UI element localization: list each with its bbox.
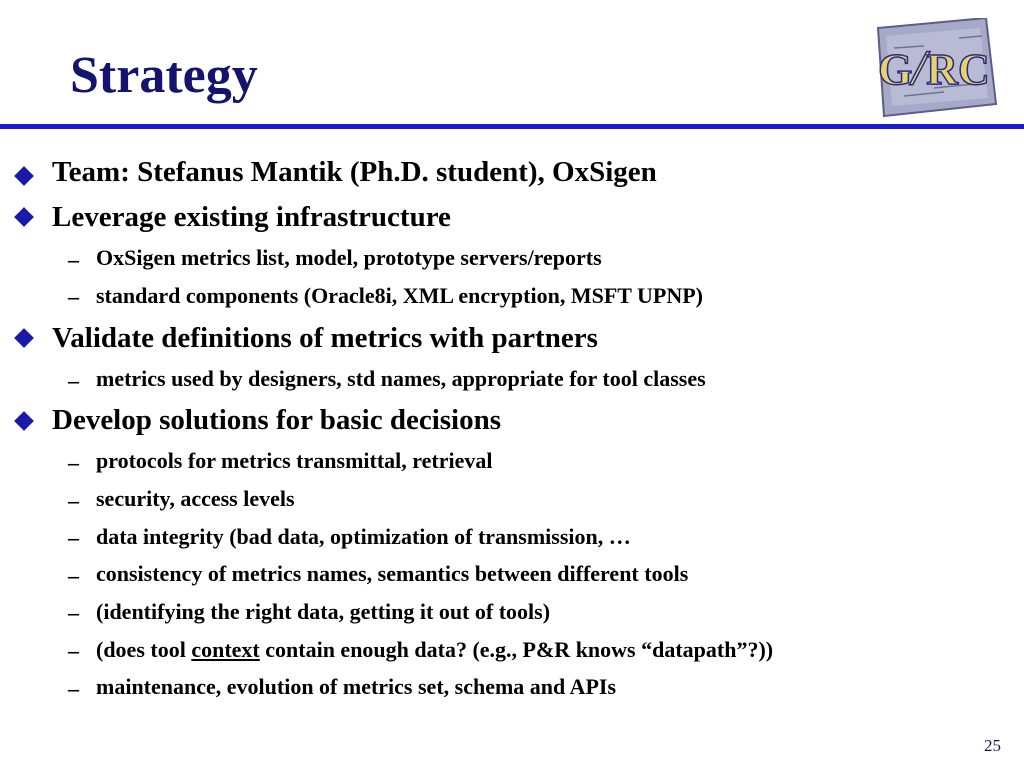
- diamond-bullet-icon: [14, 166, 34, 186]
- bullet-team: Team: Stefanus Mantik (Ph.D. student), OxSigen: [52, 156, 657, 188]
- sub-item-text: (does tool: [96, 637, 192, 662]
- sub-item-data-integrity: data integrity (bad data, optimization of transmission, …: [96, 524, 631, 549]
- dash-marker: –: [68, 488, 79, 513]
- dash-marker: –: [68, 450, 79, 475]
- sub-item-protocols: protocols for metrics transmittal, retrieval: [96, 448, 493, 473]
- logo-lettering: G/RC: [878, 39, 990, 95]
- sub-item-text: contain enough data? (e.g., P&R knows “datapath”?)): [259, 637, 774, 662]
- sub-item-maintenance: maintenance, evolution of metrics set, schema and APIs: [96, 674, 617, 699]
- sub-item-standard-components: standard components (Oracle8i, XML encryption, MSFT UPNP): [96, 283, 704, 308]
- title-rule: [0, 124, 1024, 129]
- sub-item-security: security, access levels: [96, 486, 295, 511]
- diamond-bullet-icon: [14, 207, 34, 227]
- dash-marker: –: [68, 563, 79, 588]
- sub-item-oxsigen: OxSigen metrics list, model, prototype servers/reports: [96, 245, 602, 270]
- slide-title: Strategy: [70, 47, 258, 104]
- sub-item-tool-context: [96, 639, 773, 661]
- diamond-bullet-icon: [14, 328, 34, 348]
- bullet-develop: Develop solutions for basic decisions: [52, 404, 502, 436]
- dash-marker: –: [68, 284, 79, 309]
- page-number: 25: [984, 736, 1001, 755]
- dash-marker: –: [68, 247, 79, 272]
- dash-marker: –: [68, 525, 79, 550]
- dash-marker: –: [68, 600, 79, 625]
- gsrc-logo: [864, 18, 1004, 118]
- sub-item-metrics-used: metrics used by designers, std names, appropriate for tool classes: [96, 366, 706, 391]
- context-underlined-word: context: [191, 637, 260, 662]
- sub-item-consistency: consistency of metrics names, semantics between different tools: [96, 561, 689, 586]
- dash-marker: –: [68, 638, 79, 663]
- dash-marker: –: [68, 368, 79, 393]
- bullet-leverage: Leverage existing infrastructure: [52, 201, 451, 233]
- dash-marker: –: [68, 676, 79, 701]
- diamond-bullet-icon: [14, 411, 34, 431]
- bullet-validate: Validate definitions of metrics with partners: [52, 322, 598, 354]
- sub-item-identifying: (identifying the right data, getting it out of tools): [96, 599, 551, 624]
